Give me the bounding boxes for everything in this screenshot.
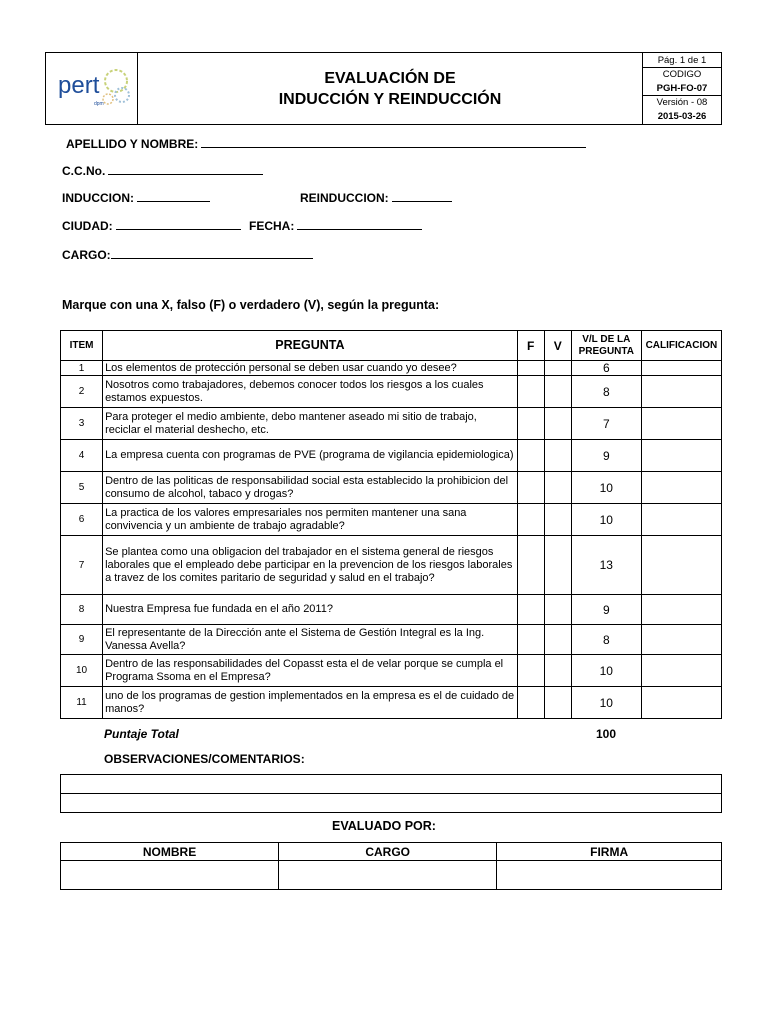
header-vl: V/L DE LA PREGUNTA [571, 331, 641, 361]
question-text: El representante de la Dirección ante el Sistema de Gestión Integral es la Ing. Vanessa Avella? [103, 625, 518, 655]
calificacion-cell[interactable] [641, 361, 721, 376]
firma-header: FIRMA [497, 843, 722, 861]
question-row [61, 361, 722, 376]
header-calificacion: CALIFICACION [641, 331, 721, 361]
cargo-cell[interactable] [279, 861, 497, 890]
answer-true-cell[interactable] [544, 361, 571, 376]
item-number: 9 [61, 625, 103, 655]
question-text: Nuestra Empresa fue fundada en el año 2011? [103, 595, 518, 625]
version: Versión - 08 [656, 97, 708, 109]
question-value: 10 [571, 687, 641, 719]
logo-text: pert [58, 72, 100, 99]
question-text: Dentro de las politicas de responsabilidad social esta establecido la prohibicion del consumo de alcohol, tabaco y drogas? [103, 472, 518, 504]
question-text: Para proteger el medio ambiente, debo mantener aseado mi sitio de trabajo, reciclar el material deshecho, etc. [103, 408, 518, 440]
question-value: 10 [571, 472, 641, 504]
fecha-label: FECHA: [249, 219, 295, 233]
question-row [61, 440, 722, 472]
logo-cell [46, 53, 138, 125]
item-number: 8 [61, 595, 103, 625]
observaciones-row[interactable] [61, 775, 722, 794]
header-item: ITEM [61, 331, 103, 361]
question-row [61, 504, 722, 536]
answer-true-cell[interactable] [544, 472, 571, 504]
ciudad-line[interactable] [116, 219, 241, 230]
firma-cell[interactable] [497, 861, 722, 890]
item-number: 11 [61, 687, 103, 719]
induccion-field[interactable] [62, 191, 210, 205]
title-line-1: EVALUACIÓN DE [324, 69, 456, 87]
question-value: 7 [571, 408, 641, 440]
answer-true-cell[interactable] [544, 408, 571, 440]
apellido-line[interactable] [201, 137, 586, 148]
reinduccion-label: REINDUCCION: [300, 191, 389, 205]
question-row [61, 655, 722, 687]
observaciones-row[interactable] [61, 794, 722, 813]
induccion-label: INDUCCION: [62, 191, 134, 205]
reinduccion-line[interactable] [392, 191, 452, 202]
answer-false-cell[interactable] [517, 655, 544, 687]
header-v: V [544, 331, 571, 361]
answer-false-cell[interactable] [517, 625, 544, 655]
calificacion-cell[interactable] [641, 536, 721, 595]
question-row [61, 472, 722, 504]
ciudad-label: CIUDAD: [62, 219, 113, 233]
answer-false-cell[interactable] [517, 595, 544, 625]
cargo-line[interactable] [111, 248, 313, 259]
total-label: Puntaje Total [104, 727, 179, 741]
logo-subtext: dpm [94, 101, 104, 107]
answer-true-cell[interactable] [544, 440, 571, 472]
calificacion-cell[interactable] [641, 595, 721, 625]
answer-true-cell[interactable] [544, 655, 571, 687]
evaluado-label: EVALUADO POR: [332, 819, 436, 833]
ciudad-field[interactable] [62, 219, 241, 233]
codigo-value: PGH-FO-07 [643, 82, 721, 97]
question-value: 8 [571, 625, 641, 655]
header-f: F [517, 331, 544, 361]
codigo-label: CODIGO [662, 69, 702, 81]
title-line-2: INDUCCIÓN Y REINDUCCIÓN [278, 90, 502, 108]
answer-true-cell[interactable] [544, 595, 571, 625]
calificacion-cell[interactable] [641, 440, 721, 472]
item-number: 3 [61, 408, 103, 440]
question-body [61, 361, 722, 719]
question-row [61, 595, 722, 625]
item-number: 4 [61, 440, 103, 472]
question-text: Se plantea como una obligacion del trabajador en el sistema general de riesgos laborales que el empleado debe participar en la prevencion de los riesgos laborales a travez de los comites paritario de seguridad y salud en el trabajo? [103, 536, 518, 595]
answer-false-cell[interactable] [517, 440, 544, 472]
item-number: 7 [61, 536, 103, 595]
instruction-text: Marque con una X, falso (F) o verdadero (V), según la pregunta: [62, 298, 440, 312]
item-number: 5 [61, 472, 103, 504]
item-number: 1 [61, 361, 103, 376]
observaciones-table [60, 774, 722, 813]
question-value: 9 [571, 595, 641, 625]
answer-true-cell[interactable] [544, 536, 571, 595]
nombre-header: NOMBRE [61, 843, 279, 861]
question-row [61, 408, 722, 440]
question-table [60, 330, 722, 719]
item-number: 6 [61, 504, 103, 536]
document-header [45, 52, 722, 125]
company-logo [46, 53, 134, 119]
question-text: Los elementos de protección personal se deben usar cuando yo desee? [103, 361, 518, 376]
evaluado-table [60, 842, 722, 890]
induccion-line[interactable] [137, 191, 210, 202]
calificacion-cell[interactable] [641, 655, 721, 687]
calificacion-cell[interactable] [641, 472, 721, 504]
ccno-line[interactable] [108, 164, 263, 175]
calificacion-cell[interactable] [641, 625, 721, 655]
question-text: Dentro de las responsabilidades del Copasst esta el de velar porque se cumpla el Programa Ssoma en el Empresa? [103, 655, 518, 687]
calificacion-cell[interactable] [641, 376, 721, 408]
answer-false-cell[interactable] [517, 361, 544, 376]
question-value: 10 [571, 655, 641, 687]
ccno-label: C.C.No. [62, 164, 106, 178]
question-value: 6 [571, 361, 641, 376]
page-number: Pág. 1 de 1 [643, 54, 721, 69]
calificacion-cell[interactable] [641, 687, 721, 719]
question-value: 8 [571, 376, 641, 408]
question-text: La practica de los valores empresariales nos permiten mantener una sana convivencia y un ambiente de trabajo agradable? [103, 504, 518, 536]
reinduccion-field[interactable] [300, 191, 452, 205]
question-text: Nosotros como trabajadores, debemos conocer todos los riesgos a los cuales estamos expuestos. [103, 376, 518, 408]
answer-false-cell[interactable] [517, 472, 544, 504]
meta-block [643, 53, 722, 125]
question-row [61, 625, 722, 655]
cargo-header: CARGO [279, 843, 497, 861]
answer-false-cell[interactable] [517, 408, 544, 440]
question-text: uno de los programas de gestion implementados en la empresa es el de cuidado de manos? [103, 687, 518, 719]
question-row [61, 536, 722, 595]
version-date: 2015-03-26 [657, 110, 707, 122]
calificacion-cell[interactable] [641, 408, 721, 440]
answer-true-cell[interactable] [544, 687, 571, 719]
cargo-field[interactable] [62, 248, 313, 262]
header-pregunta: PREGUNTA [103, 331, 518, 361]
answer-false-cell[interactable] [517, 504, 544, 536]
fecha-line[interactable] [297, 219, 422, 230]
question-row [61, 376, 722, 408]
total-value: 100 [596, 727, 617, 741]
observaciones-label: OBSERVACIONES/COMENTARIOS: [104, 752, 305, 766]
answer-false-cell[interactable] [517, 687, 544, 719]
question-row [61, 687, 722, 719]
question-value: 10 [571, 504, 641, 536]
answer-false-cell[interactable] [517, 536, 544, 595]
fecha-field[interactable] [249, 219, 422, 233]
item-number: 2 [61, 376, 103, 408]
apellido-field[interactable] [66, 137, 586, 151]
nombre-cell[interactable] [61, 861, 279, 890]
question-value: 9 [571, 440, 641, 472]
cargo-label: CARGO: [62, 248, 111, 262]
ccno-field[interactable] [62, 164, 263, 178]
answer-true-cell[interactable] [544, 376, 571, 408]
document-title [138, 53, 643, 125]
question-text: La empresa cuenta con programas de PVE (programa de vigilancia epidemiologica) [103, 440, 518, 472]
question-value: 13 [571, 536, 641, 595]
apellido-label: APELLIDO Y NOMBRE: [66, 137, 199, 151]
answer-false-cell[interactable] [517, 376, 544, 408]
calificacion-cell[interactable] [641, 504, 721, 536]
item-number: 10 [61, 655, 103, 687]
answer-true-cell[interactable] [544, 625, 571, 655]
answer-true-cell[interactable] [544, 504, 571, 536]
